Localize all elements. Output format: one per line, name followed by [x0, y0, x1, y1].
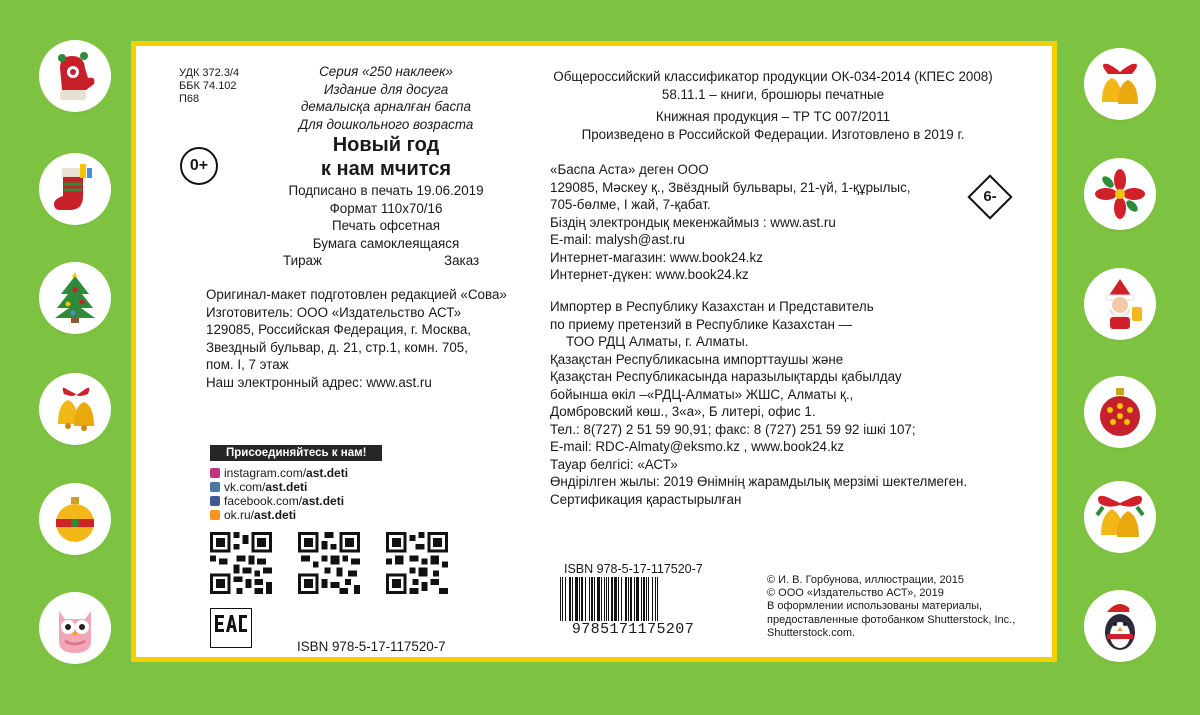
vk-icon [210, 482, 220, 492]
social-prefix: instagram.com/ [224, 466, 307, 480]
signed-date: Подписано в печать 19.06.2019 [288, 183, 484, 198]
poinsettia-icon [1094, 168, 1146, 220]
age-rating-badge: 0+ [180, 147, 218, 185]
edition-type-ru: Издание для досуга [323, 81, 449, 97]
age-sign-6 [967, 174, 1012, 219]
social-handle: ast.deti [265, 480, 308, 494]
stocking-sticker [43, 157, 107, 221]
importer-line: ТОО РДЦ Алматы, г. Алматы. [566, 334, 749, 349]
importer-info [550, 298, 967, 508]
print-type: Печать офсетная [332, 218, 440, 233]
manufacturer-line: Изготовитель: ООО «Издательство АСТ» [206, 304, 462, 320]
copyright-line: предоставленные фотобанком Shutterstock, Inc., [767, 613, 1016, 626]
social-link-vk[interactable] [210, 480, 348, 494]
social-prefix: vk.com/ [224, 480, 266, 494]
print-run-label: Тираж [283, 253, 322, 268]
product-line: Книжная продукция – ТР ТС 007/2011 [655, 109, 891, 124]
classifier-line: 58.11.1 – книги, брошюры печатные [661, 86, 885, 102]
classification-codes [179, 67, 239, 106]
poinsettia-sticker [1088, 162, 1152, 226]
mitten-sticker [43, 44, 107, 108]
tree-sticker [43, 266, 107, 330]
product-info [528, 108, 1018, 143]
social-link-odnoklassniki[interactable] [210, 508, 348, 522]
kz-publisher-info [550, 161, 911, 284]
qr-code-facebook[interactable] [386, 532, 448, 594]
copyright-info [767, 574, 1015, 640]
santa-sticker [1088, 272, 1152, 336]
print-info [266, 182, 506, 252]
join-us-label: Присоединяйтесь к нам! [210, 445, 382, 461]
instagram-icon [210, 468, 220, 478]
social-link-facebook[interactable] [210, 494, 348, 508]
manufacturer-line: Наш электронный адрес: www.ast.ru [206, 374, 432, 390]
copyright-line: Shutterstock.com. [767, 626, 856, 639]
importer-line: Импортер в Республику Казахстан и Представитель [550, 299, 874, 314]
classifier-line: Общероссийский классификатор продукции ОК-034-2014 (КПЕС 2008) [553, 69, 993, 84]
kz-info-line: Біздің электрондық мекенжаймыз : www.ast.ru [550, 214, 836, 230]
importer-line: Сертификация қарастырылған [550, 491, 742, 507]
copyright-line: © И. В. Горбунова, иллюстрации, 2015 [767, 574, 964, 586]
kz-info-line: Интернет-дүкен: www.book24.kz [550, 267, 749, 282]
importer-line: Қазақстан Республикасына импорттаушы және [550, 351, 844, 367]
santa-icon [1094, 277, 1146, 331]
importer-line: Өндірілген жылы: 2019 Өнімнің жарамдылық мерзімі шектелмеген. [550, 474, 968, 489]
importer-line: E-mail: RDC-Almaty@eksmo.kz , www.book24.kz [550, 439, 845, 454]
golden-bells-sticker [1088, 485, 1152, 549]
title-line-1: Новый год [332, 134, 440, 156]
kz-info-line: E-mail: malysh@ast.ru [550, 232, 685, 247]
social-handle: ast.deti [306, 466, 349, 480]
importer-line: Домбровский көш., 3«а», Б литері, офис 1. [550, 404, 816, 419]
author-mark: П68 [179, 93, 200, 105]
owl-sticker [43, 596, 107, 660]
isbn-left: ISBN 978-5-17-117520-7 [297, 639, 446, 654]
social-link-instagram[interactable] [210, 466, 348, 480]
order-label: Заказ [444, 253, 480, 268]
penguin-icon [1095, 598, 1145, 654]
product-line: Произведено в Российской Федерации. Изготовлено в 2019 г. [581, 126, 965, 142]
bbk-code: ББК 74.102 [179, 80, 237, 92]
social-links [210, 466, 348, 522]
eac-mark-icon [210, 608, 252, 648]
classifier-info [528, 68, 1018, 103]
bells-icon [48, 384, 102, 434]
red-ornament-icon [1095, 386, 1145, 438]
bells-bow-sticker [1088, 52, 1152, 116]
edition-type-kz: демалысқа арналған баспа [301, 99, 471, 114]
title-line-2: к нам мчится [320, 158, 452, 180]
ornament-sticker [43, 487, 107, 551]
social-prefix: facebook.com/ [224, 494, 303, 508]
qr-code-instagram[interactable] [210, 532, 272, 594]
kz-info-line: 129085, Мәскеу қ., Звёздный бульвары, 21-үй, 1-құрылыс, [550, 179, 911, 195]
manufacturer-line: Звездный бульвар, д. 21, стр.1, комн. 705, [206, 339, 468, 355]
copyright-line: © ООО «Издательство АСТ», 2019 [767, 587, 944, 600]
golden-bells-icon [1093, 491, 1147, 543]
importer-line: по приему претензий в Республике Казахстан — [550, 316, 852, 332]
kz-info-line: «Баспа Аста» деген ООО [550, 162, 709, 177]
odnoklassniki-icon [210, 510, 220, 520]
social-handle: ast.deti [254, 508, 297, 522]
social-handle: ast.deti [302, 494, 345, 508]
bells-sticker [43, 377, 107, 441]
kz-info-line: 705-бөлме, I жай, 7-қабат. [550, 197, 711, 212]
social-prefix: ok.ru/ [224, 508, 255, 522]
series-name: Серия «250 наклеек» [319, 64, 453, 79]
importer-line: Тауар белгісі: «АСТ» [550, 456, 678, 472]
manufacturer-info [206, 286, 507, 391]
manufacturer-line: Оригинал-макет подготовлен редакцией «Сова» [206, 287, 507, 302]
format: Формат 110x70/16 [329, 200, 443, 216]
christmas-tree-icon [51, 272, 99, 324]
manufacturer-line: пом. I, 7 этаж [206, 357, 289, 372]
age-sign-label: 6- [983, 188, 997, 205]
importer-line: бойынша өкіл –«РДЦ-Алматы» ЖШС, Алматы қ., [550, 386, 854, 402]
manufacturer-line: 129085, Российская Федерация, г. Москва, [206, 322, 471, 337]
importer-line: Тел.: 8(727) 2 51 59 90,91; факс: 8 (727) 251 59 92 ішкі 107; [550, 421, 916, 437]
age-group: Для дошкольного возраста [298, 116, 474, 132]
facebook-icon [210, 496, 220, 506]
paper-type: Бумага самоклеящаяся [312, 235, 460, 251]
udk-code: УДК 372.3/4 [179, 67, 240, 79]
barcode-number: 9785171175207 [556, 621, 710, 639]
ornament-icon [51, 493, 99, 545]
penguin-sticker [1088, 594, 1152, 658]
stocking-icon [52, 162, 98, 216]
qr-code-vk[interactable] [298, 532, 360, 594]
mitten-icon [52, 50, 98, 102]
red-ornament-sticker [1088, 380, 1152, 444]
owl-icon [51, 601, 99, 655]
importer-line: Қазақстан Республикасында наразылықтарды қабылдау [550, 369, 902, 384]
barcode-isbn: ISBN 978-5-17-117520-7 [564, 562, 703, 576]
kz-info-line: Интернет-магазин: www.book24.kz [550, 249, 763, 265]
bells-bow-icon [1094, 58, 1146, 110]
book-title [286, 133, 486, 181]
copyright-line: В оформлении использованы материалы, [767, 600, 983, 613]
series-block [286, 63, 486, 133]
imprint-card [131, 41, 1057, 662]
join-us-banner [210, 443, 382, 461]
